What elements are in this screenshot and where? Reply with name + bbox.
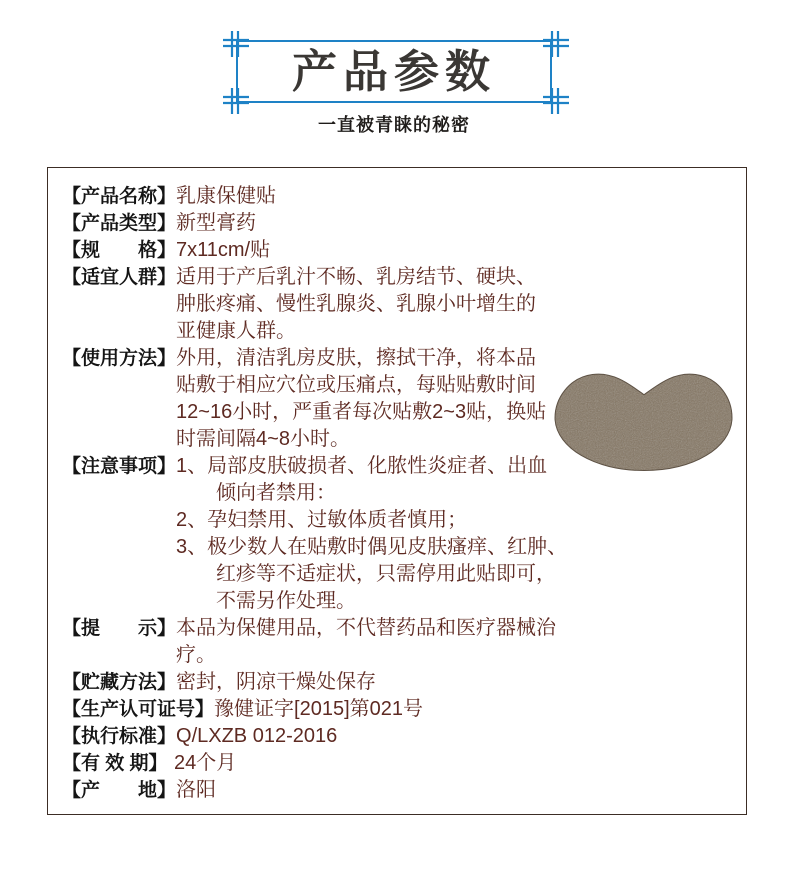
spec-value-line: 12~16小时，严重者每次贴敷2~3贴，换贴	[176, 401, 547, 423]
spec-value-line: 贴敷于相应穴位或压痛点，每贴贴敷时间	[176, 374, 537, 396]
spec-value-line: 亚健康人群。	[176, 320, 297, 342]
spec-value	[174, 750, 236, 777]
spec-value	[176, 453, 567, 615]
spec-value-line: 疗。	[176, 644, 217, 666]
spec-value-line: 倾向者禁用：	[176, 482, 337, 504]
spec-value-line: 适用于产后乳汁不畅、乳房结节、硬块、	[176, 266, 537, 288]
spec-row	[62, 669, 736, 696]
spec-rows	[62, 183, 736, 804]
spec-label: 【规 格】	[62, 240, 177, 261]
spec-row	[62, 183, 736, 210]
page-subtitle: 一直被青睐的秘密	[318, 115, 470, 135]
spec-value-line: Q/LXZB 012-2016	[176, 725, 338, 747]
spec-row	[62, 723, 736, 750]
spec-value-line: 新型膏药	[176, 212, 257, 234]
spec-label: 【注意事项】	[62, 456, 177, 477]
spec-row	[62, 696, 736, 723]
spec-label: 【提 示】	[62, 618, 177, 639]
spec-value	[176, 669, 376, 696]
spec-value-line: 1、局部皮肤破损者、化脓性炎症者、出血	[176, 455, 548, 477]
spec-value	[176, 237, 270, 264]
spec-value	[176, 345, 546, 453]
spec-value-line: 时需间隔4~8小时。	[176, 428, 350, 450]
spec-value	[176, 183, 276, 210]
spec-label: 【使用方法】	[62, 348, 177, 369]
spec-label: 【产品名称】	[62, 186, 177, 207]
frame-corner-ornament-icon	[543, 31, 569, 57]
spec-value-line: 豫健证字[2015]第021号	[214, 698, 423, 720]
spec-value-line: 洛阳	[176, 779, 217, 801]
spec-value-line: 不需另作处理。	[176, 590, 357, 612]
spec-value	[176, 264, 536, 345]
spec-value-line: 本品为保健用品，不代替药品和医疗器械治	[176, 617, 557, 639]
page-title: 产品参数	[291, 47, 496, 97]
spec-label: 【贮藏方法】	[62, 672, 177, 693]
spec-value-line: 红疹等不适症状，只需停用此贴即可，	[176, 563, 557, 585]
spec-label: 【执行标准】	[62, 726, 177, 747]
spec-value-line: 24个月	[174, 752, 237, 774]
plaster-photo	[547, 364, 739, 478]
spec-value-line: 2、孕妇禁用、过敏体质者慎用；	[176, 509, 468, 531]
spec-value	[176, 210, 256, 237]
spec-value	[176, 615, 556, 669]
spec-value-line: 密封，阴凉干燥处保存	[176, 671, 377, 693]
spec-row	[62, 237, 736, 264]
spec-value-line: 3、极少数人在贴敷时偶见皮肤瘙痒、红肿、	[176, 536, 568, 558]
spec-value-line: 外用，清洁乳房皮肤，擦拭干净，将本品	[176, 347, 537, 369]
spec-row	[62, 777, 736, 804]
frame-corner-ornament-icon	[223, 31, 249, 57]
spec-value-line: 7x11cm/贴	[176, 239, 271, 261]
title-frame	[236, 40, 552, 103]
product-spec-box	[47, 167, 747, 815]
spec-value-line: 肿胀疼痛、慢性乳腺炎、乳腺小叶增生的	[176, 293, 537, 315]
spec-label: 【适宜人群】	[62, 267, 177, 288]
spec-row	[62, 264, 736, 345]
spec-row	[62, 750, 736, 777]
spec-value	[176, 723, 337, 750]
spec-label: 【有 效 期】	[62, 753, 168, 774]
spec-value	[176, 777, 216, 804]
spec-value-line: 乳康保健贴	[176, 185, 277, 207]
spec-label: 【生产认可证号】	[62, 699, 215, 720]
spec-label: 【产品类型】	[62, 213, 177, 234]
spec-row	[62, 210, 736, 237]
spec-row	[62, 615, 736, 669]
spec-label: 【产 地】	[62, 780, 177, 801]
spec-value	[214, 696, 423, 723]
